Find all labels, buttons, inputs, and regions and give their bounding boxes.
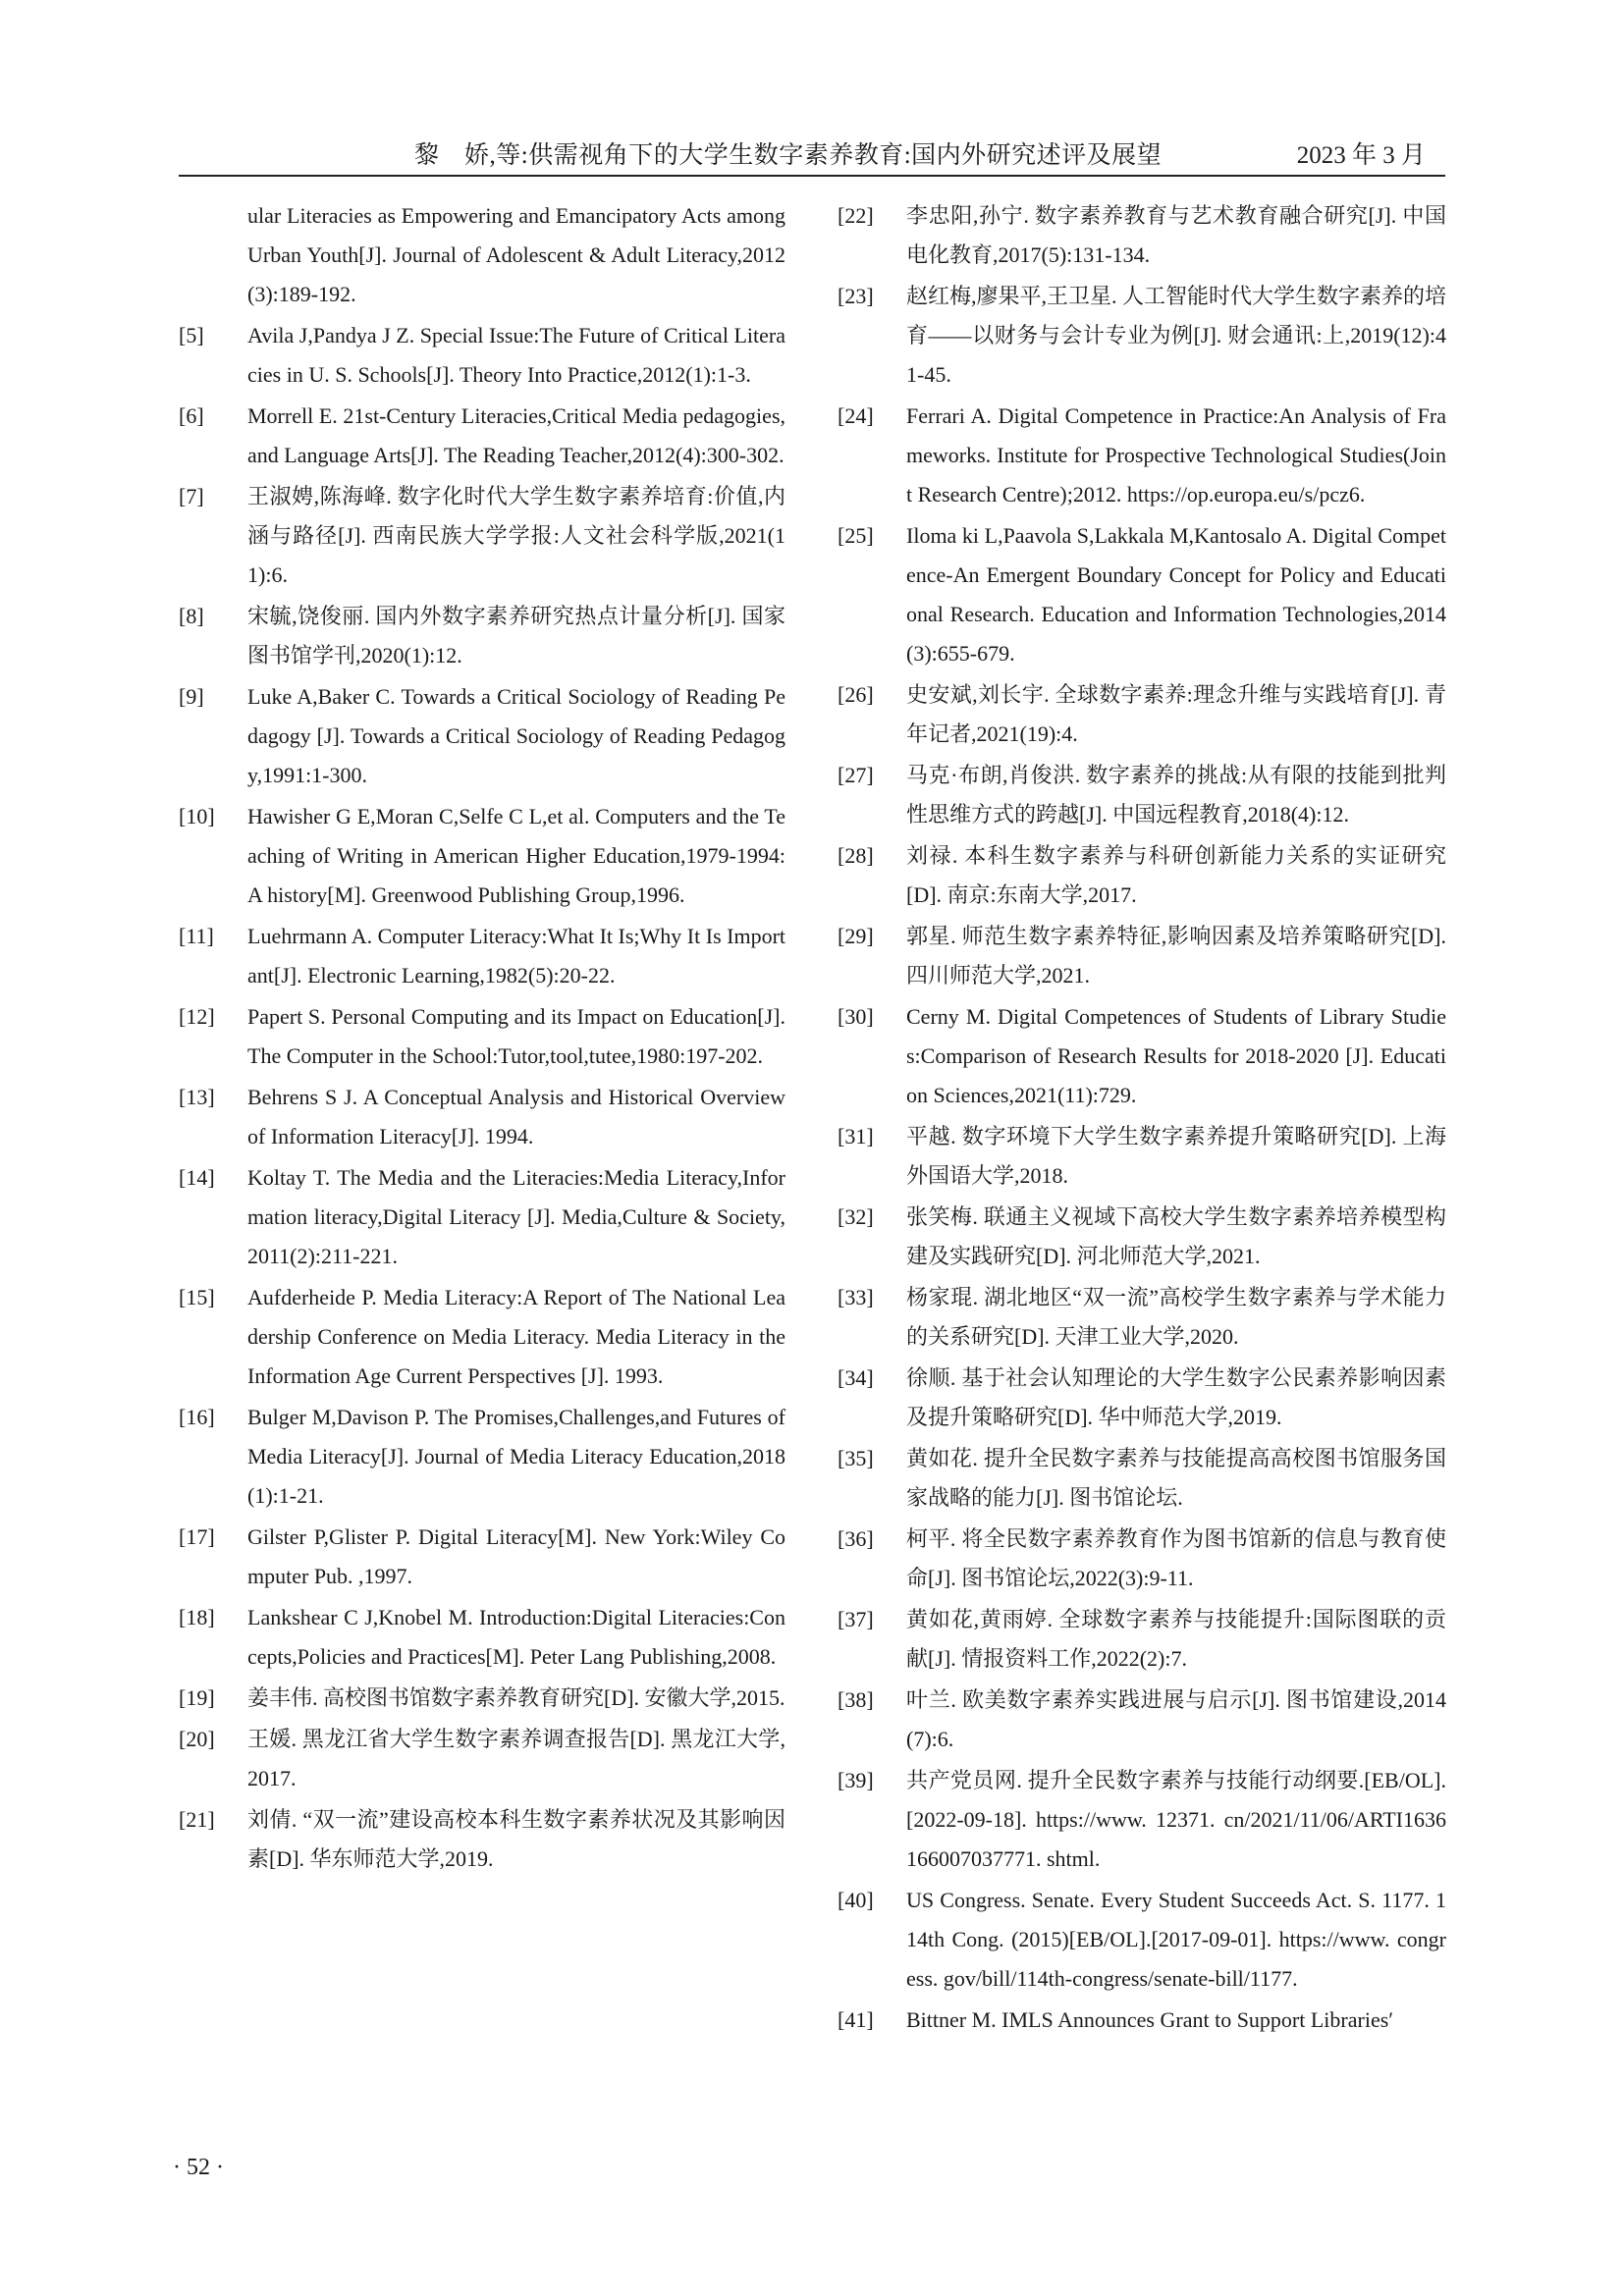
reference-number: [39] [838, 1768, 874, 1792]
reference-text: Morrell E. 21st-Century Literacies,Critical Media pedagogies,and Language Arts[J]. The Reading Teacher,2012(4):300-302. [247, 403, 785, 467]
reference-text: 柯平. 将全民数字素养教育作为图书馆新的信息与教育使命[J]. 图书馆论坛,2022(3):9-11. [906, 1526, 1446, 1590]
reference-number: [22] [838, 203, 874, 228]
reference-number: [15] [179, 1285, 215, 1309]
reference-text: 平越. 数字环境下大学生数字素养提升策略研究[D]. 上海外国语大学,2018. [906, 1124, 1446, 1188]
reference-text: 刘禄. 本科生数字素养与科研创新能力关系的实证研究[D]. 南京:东南大学,2017. [906, 843, 1446, 907]
reference-text: 姜丰伟. 高校图书馆数字素养教育研究[D]. 安徽大学,2015. [247, 1685, 785, 1710]
reference-item [179, 1158, 785, 1276]
reference-number: [9] [179, 684, 204, 709]
reference-text: Hawisher G E,Moran C,Selfe C L,et al. Computers and the Teaching of Writing in American Higher Education,1979-1994:A history[M]. Greenwood Publishing Group,1996. [247, 804, 785, 907]
reference-text: Bittner M. IMLS Announces Grant to Support Libraries′ [906, 2007, 1394, 2032]
reference-number: [25] [838, 523, 874, 548]
reference-number: [21] [179, 1807, 215, 1832]
reference-text: Koltay T. The Media and the Literacies:Media Literacy,Information literacy,Digital Literacy [J]. Media,Culture & Society,2011(2):211-221. [247, 1165, 785, 1268]
reference-text: 叶兰. 欧美数字素养实践进展与启示[J]. 图书馆建设,2014(7):6. [906, 1687, 1446, 1751]
reference-text: ular Literacies as Empowering and Emancipatory Acts among Urban Youth[J]. Journal of Adolescent & Adult Literacy,2012(3):189-192. [247, 203, 785, 306]
reference-number: [18] [179, 1605, 215, 1629]
reference-text: 刘倩. “双一流”建设高校本科生数字素养状况及其影响因素[D]. 华东师范大学,2019. [247, 1807, 785, 1871]
reference-number: [7] [179, 484, 204, 508]
reference-number: [23] [838, 284, 874, 308]
reference-number: [13] [179, 1085, 215, 1109]
reference-number: [8] [179, 604, 204, 628]
reference-number: [19] [179, 1685, 215, 1710]
reference-text: Aufderheide P. Media Literacy:A Report of The National Leadership Conference on Media Literacy. Media Literacy in the Information Age Current Perspectives [J]. 1993. [247, 1285, 785, 1388]
reference-item [179, 1800, 785, 1879]
reference-item [179, 1720, 785, 1798]
reference-text: 徐顺. 基于社会认知理论的大学生数字公民素养影响因素及提升策略研究[D]. 华中师范大学,2019. [906, 1365, 1446, 1429]
issue-date: 2023 年 3 月 [1296, 142, 1426, 169]
reference-text: Cerny M. Digital Competences of Students of Library Studies:Comparison of Research Results for 2018-2020 [J]. Education Sciences,2021(11):729. [906, 1004, 1446, 1107]
reference-item [838, 1359, 1446, 1437]
reference-number: [29] [838, 924, 874, 948]
reference-item [179, 316, 785, 395]
references-left-column [179, 196, 785, 1881]
reference-list-left [179, 316, 785, 1879]
reference-text: Luke A,Baker C. Towards a Critical Sociology of Reading Pedagogy [J]. Towards a Critical Sociology of Reading Pedagogy,1991:1-300. [247, 684, 785, 787]
reference-text: 共产党员网. 提升全民数字素养与技能行动纲要.[EB/OL]. [2022-09-18]. https://www. 12371. cn/2021/11/06/ARTI1636166007037771. shtml. [906, 1768, 1446, 1871]
reference-item [838, 1520, 1446, 1598]
reference-number: [10] [179, 804, 215, 828]
reference-text: 李忠阳,孙宁. 数字素养教育与艺术教育融合研究[J]. 中国电化教育,2017(5):131-134. [906, 203, 1446, 267]
reference-item [838, 1681, 1446, 1759]
reference-text: Gilster P,Glister P. Digital Literacy[M]. New York:Wiley Computer Pub. ,1997. [247, 1524, 785, 1588]
reference-number: [14] [179, 1165, 215, 1190]
reference-text: US Congress. Senate. Every Student Succeeds Act. S. 1177. 114th Cong. (2015)[EB/OL].[2017-09-01]. https://www. congress. gov/bill/114th-congress/senate-bill/1177. [906, 1888, 1446, 1991]
reference-number: [36] [838, 1526, 874, 1551]
reference-item [838, 1761, 1446, 1879]
reference-item [838, 997, 1446, 1115]
reference-item [838, 277, 1446, 395]
reference-item [838, 1117, 1446, 1196]
reference-text: Iloma ki L,Paavola S,Lakkala M,Kantosalo A. Digital Competence-An Emergent Boundary Concept for Policy and Educational Research. Education and Information Technologies,2014(3):655-679. [906, 523, 1446, 666]
reference-text: 郭星. 师范生数字素养特征,影响因素及培养策略研究[D]. 四川师范大学,2021. [906, 924, 1446, 988]
reference-number: [12] [179, 1004, 215, 1029]
reference-text: 赵红梅,廖果平,王卫星. 人工智能时代大学生数字素养的培育——以财务与会计专业为例[J]. 财会通讯:上,2019(12):41-45. [906, 284, 1447, 387]
reference-number: [40] [838, 1888, 874, 1912]
reference-item [179, 677, 785, 795]
reference-number: [6] [179, 403, 204, 428]
reference-item [838, 836, 1446, 915]
reference-item [179, 397, 785, 475]
running-title: 黎 娇,等:供需视角下的大学生数字素养教育:国内外研究述评及展望 [414, 142, 1163, 169]
reference-number: [41] [838, 2007, 874, 2032]
reference-number: [16] [179, 1405, 215, 1429]
reference-item [179, 1078, 785, 1156]
reference-item [179, 597, 785, 675]
reference-text: 宋毓,饶俊丽. 国内外数字素养研究热点计量分析[J]. 国家图书馆学刊,2020(1):12. [247, 604, 785, 667]
reference-item [179, 797, 785, 915]
reference-item [179, 1398, 785, 1516]
reference-text: Luehrmann A. Computer Literacy:What It Is;Why It Is Important[J]. Electronic Learning,1982(5):20-22. [247, 924, 786, 988]
reference-item [179, 917, 785, 995]
reference-item [838, 1278, 1446, 1357]
reference-text: 黄如花. 提升全民数字素养与技能提高高校图书馆服务国家战略的能力[J]. 图书馆论坛. [906, 1446, 1446, 1510]
reference-number: [34] [838, 1365, 874, 1390]
reference-text: 王淑娉,陈海峰. 数字化时代大学生数字素养培育:价值,内涵与路径[J]. 西南民族大学学报:人文社会科学版,2021(11):6. [247, 484, 785, 587]
reference-item [179, 1598, 785, 1677]
reference-number: [30] [838, 1004, 874, 1029]
page-number: · 52 · [173, 2155, 224, 2180]
reference-number: [28] [838, 843, 874, 868]
reference-number: [17] [179, 1524, 215, 1549]
running-header [179, 135, 1445, 177]
reference-number: [5] [179, 323, 204, 347]
reference-text: Bulger M,Davison P. The Promises,Challenges,and Futures of Media Literacy[J]. Journal of Media Literacy Education,2018(1):1-21. [247, 1405, 785, 1508]
reference-item [179, 1679, 785, 1718]
reference-text: 杨家琨. 湖北地区“双一流”高校学生数字素养与学术能力的关系研究[D]. 天津工业大学,2020. [906, 1285, 1446, 1349]
reference-item [838, 1600, 1446, 1679]
reference-text: 王媛. 黑龙江省大学生数字素养调查报告[D]. 黑龙江大学,2017. [247, 1727, 785, 1790]
reference-number: [38] [838, 1687, 874, 1712]
reference-text: Avila J,Pandya J Z. Special Issue:The Future of Critical Literacies in U. S. Schools[J]. Theory Into Practice,2012(1):1-3. [247, 323, 785, 387]
reference-text: 黄如花,黄雨婷. 全球数字素养与技能提升:国际图联的贡献[J]. 情报资料工作,2022(2):7. [906, 1607, 1446, 1671]
reference-number: [20] [179, 1727, 215, 1751]
reference-item [179, 1518, 785, 1596]
reference-item [838, 756, 1446, 834]
reference-item [179, 1278, 785, 1396]
reference-item [179, 997, 785, 1076]
reference-text: 张笑梅. 联通主义视域下高校大学生数字素养培养模型构建及实践研究[D]. 河北师范大学,2021. [906, 1204, 1446, 1268]
reference-text: Papert S. Personal Computing and its Impact on Education[J]. The Computer in the School:Tutor,tool,tutee,1980:197-202. [247, 1004, 785, 1068]
reference-item [838, 397, 1446, 514]
reference-item [838, 1439, 1446, 1518]
reference-number: [31] [838, 1124, 874, 1148]
reference-item [838, 2001, 1446, 2040]
references-right-column [838, 196, 1446, 2042]
reference-continuation [179, 196, 785, 314]
reference-number: [35] [838, 1446, 874, 1470]
reference-number: [32] [838, 1204, 874, 1229]
reference-number: [37] [838, 1607, 874, 1631]
reference-text: 史安斌,刘长宇. 全球数字素养:理念升维与实践培育[J]. 青年记者,2021(19):4. [906, 682, 1446, 746]
reference-text: 马克·布朗,肖俊洪. 数字素养的挑战:从有限的技能到批判性思维方式的跨越[J]. 中国远程教育,2018(4):12. [906, 763, 1446, 827]
reference-list-right [838, 196, 1446, 2040]
reference-number: [26] [838, 682, 874, 707]
reference-number: [33] [838, 1285, 874, 1309]
reference-text: Ferrari A. Digital Competence in Practice:An Analysis of Frameworks. Institute for Prospective Technological Studies(Joint Research Centre);2012. https://op.europa.eu/s/pcz6. [906, 403, 1446, 507]
reference-number: [11] [179, 924, 214, 948]
reference-item [179, 477, 785, 595]
reference-item [838, 516, 1446, 673]
reference-number: [27] [838, 763, 874, 787]
reference-item [838, 675, 1446, 754]
reference-item [838, 917, 1446, 995]
reference-number: [24] [838, 403, 874, 428]
reference-item [838, 196, 1446, 275]
reference-text: Behrens S J. A Conceptual Analysis and Historical Overview of Information Literacy[J]. 1994. [247, 1085, 785, 1148]
reference-item [838, 1198, 1446, 1276]
reference-item [838, 1881, 1446, 1999]
reference-text: Lankshear C J,Knobel M. Introduction:Digital Literacies:Concepts,Policies and Practices[M]. Peter Lang Publishing,2008. [247, 1605, 785, 1669]
